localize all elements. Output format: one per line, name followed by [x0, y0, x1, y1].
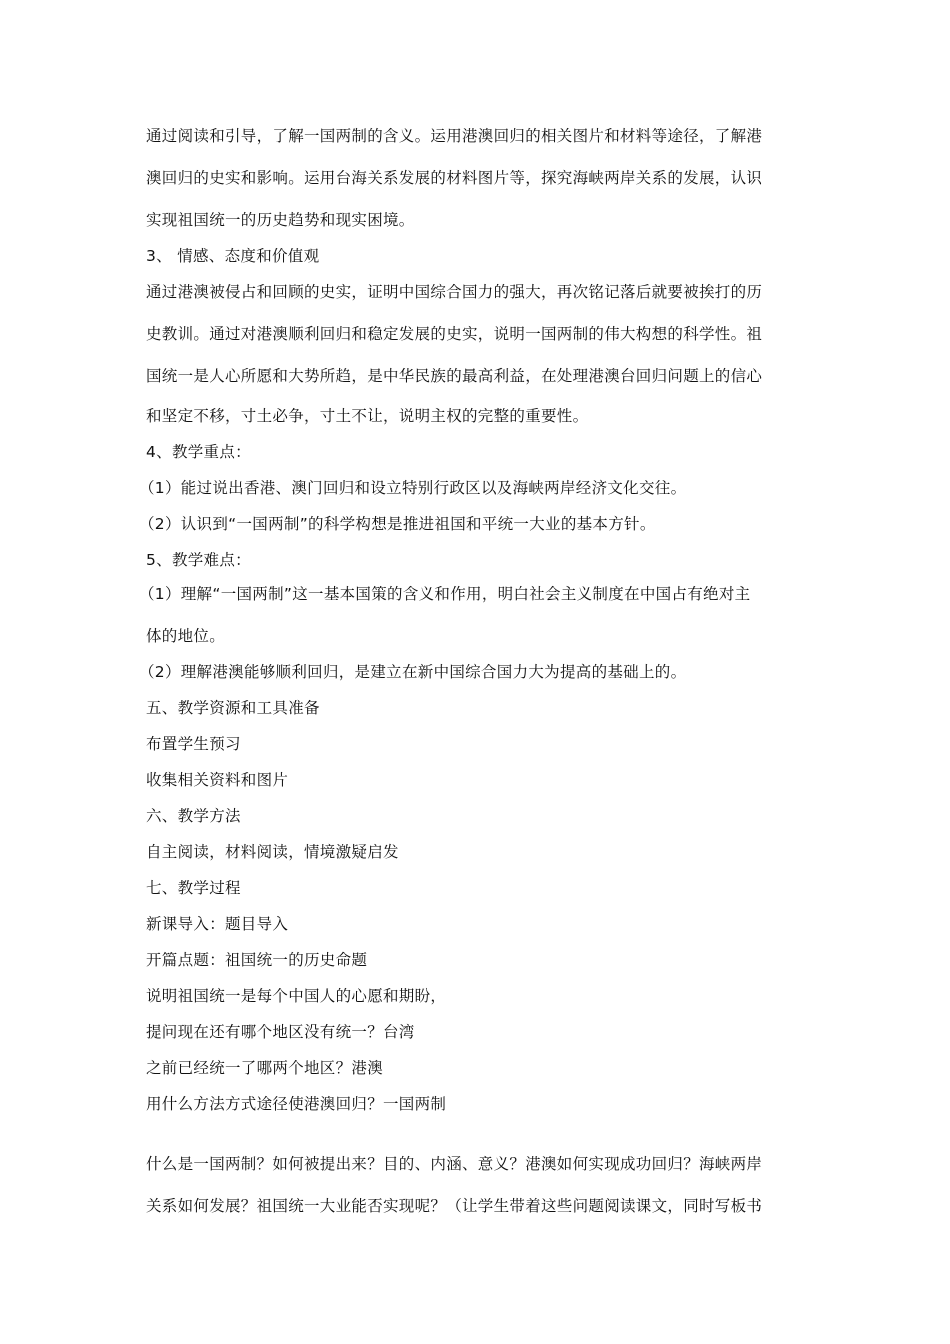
- text-line: 通过港澳被侵占和回顾的史实，证明中国综合国力的强大，再次铭记落后就要被挨打的历: [146, 283, 763, 301]
- list-item: （1）理解“一国两制”这一基本国策的含义和作用，明白社会主义制度在中国占有绝对主: [139, 585, 751, 603]
- text-line: 和坚定不移，寸土必争，寸土不让，说明主权的完整的重要性。: [146, 407, 589, 425]
- text-line: 自主阅读，材料阅读，情境激疑启发: [146, 843, 399, 861]
- section-heading: 3、 情感、态度和价值观: [146, 247, 320, 265]
- section-heading: 六、教学方法: [146, 807, 241, 825]
- section-heading: 七、教学过程: [146, 879, 241, 897]
- text-line: 关系如何发展？祖国统一大业能否实现呢？（让学生带着这些问题阅读课文，同时写板书: [146, 1197, 763, 1215]
- section-heading: 5、教学难点：: [146, 551, 251, 569]
- section-heading: 五、教学资源和工具准备: [146, 699, 320, 717]
- text-line: 用什么方法方式途径使港澳回归？一国两制: [146, 1095, 447, 1113]
- section-heading: 4、教学重点：: [146, 443, 251, 461]
- text-line: 收集相关资料和图片: [146, 771, 289, 789]
- text-line: 提问现在还有哪个地区没有统一？台湾: [146, 1023, 415, 1041]
- text-line: 什么是一国两制？如何被提出来？目的、内涵、意义？港澳如何实现成功回归？海峡两岸: [146, 1155, 763, 1173]
- list-item: （1）能过说出香港、澳门回归和设立特别行政区以及海峡两岸经济文化交往。: [139, 479, 687, 497]
- text-line: 开篇点题：祖国统一的历史命题: [146, 951, 368, 969]
- text-line: 国统一是人心所愿和大势所趋，是中华民族的最高利益，在处理港澳台回归问题上的信心: [146, 367, 763, 385]
- list-item: （2）认识到“一国两制”的科学构想是推进祖国和平统一大业的基本方针。: [139, 515, 656, 533]
- text-line: 新课导入：题目导入: [146, 915, 289, 933]
- text-line: 澳回归的史实和影响。运用台海关系发展的材料图片等，探究海峡两岸关系的发展，认识: [146, 169, 763, 187]
- text-line: 说明祖国统一是每个中国人的心愿和期盼，: [146, 987, 447, 1005]
- text-line: 布置学生预习: [146, 735, 241, 753]
- list-item: （2）理解港澳能够顺利回归，是建立在新中国综合国力大为提高的基础上的。: [139, 663, 687, 681]
- text-line: 实现祖国统一的历史趋势和现实困境。: [146, 211, 415, 229]
- text-line: 之前已经统一了哪两个地区？港澳: [146, 1059, 384, 1077]
- text-line: 史教训。通过对港澳顺利回归和稳定发展的史实，说明一国两制的伟大构想的科学性。祖: [146, 325, 763, 343]
- text-line: 通过阅读和引导，了解一国两制的含义。运用港澳回归的相关图片和材料等途径，了解港: [146, 127, 763, 145]
- text-line: 体的地位。: [146, 627, 226, 645]
